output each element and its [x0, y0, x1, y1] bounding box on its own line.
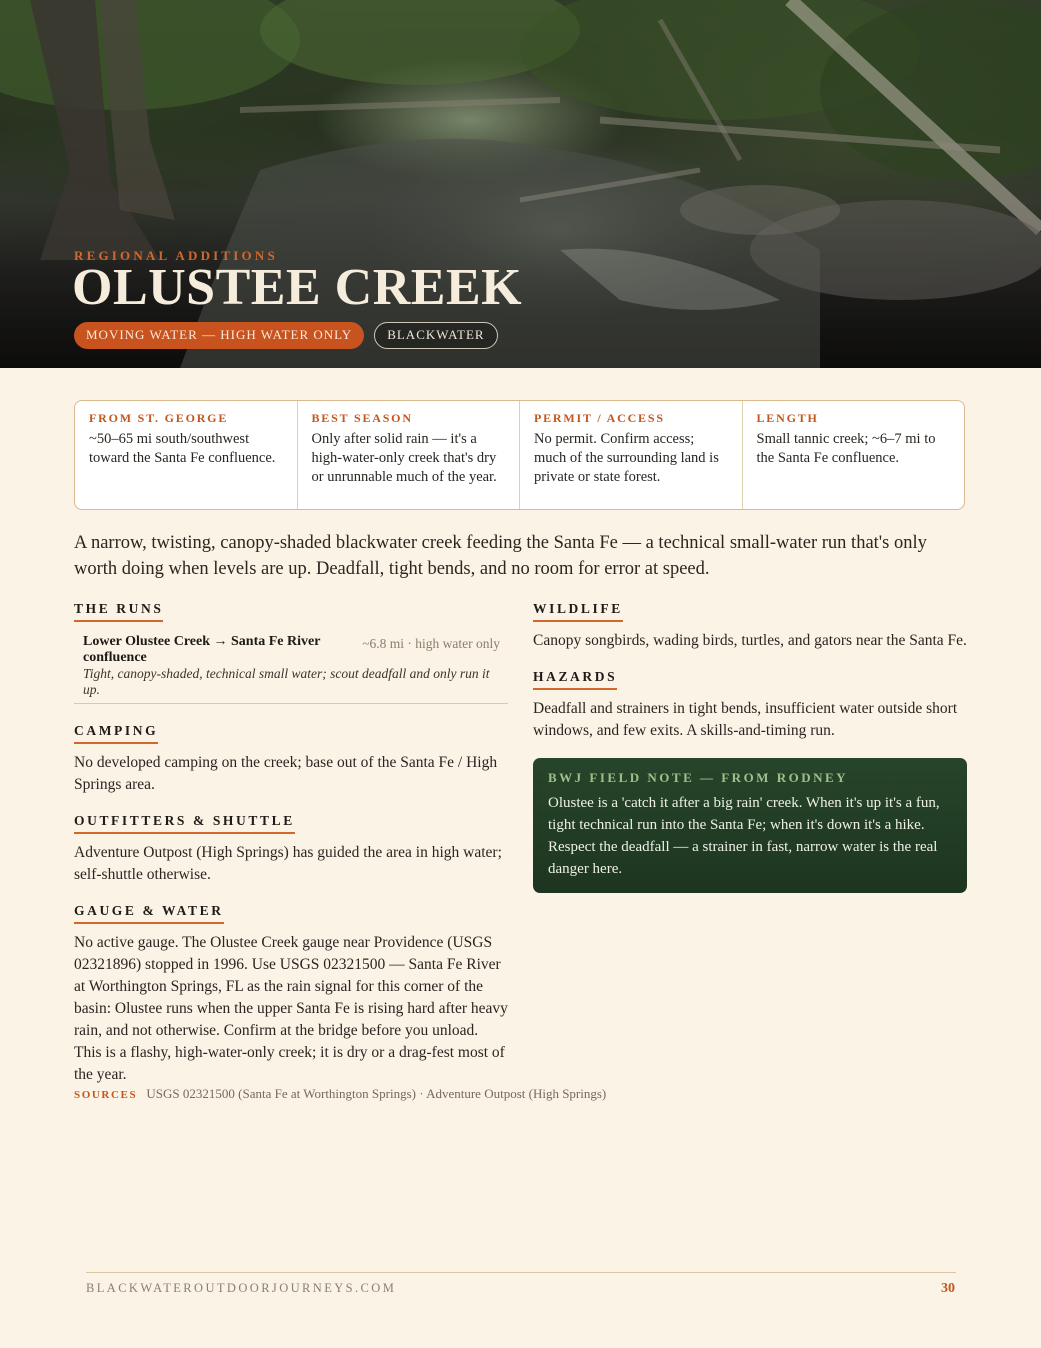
blackwater-badge: BLACKWATER	[374, 322, 497, 349]
field-note-heading: BWJ FIELD NOTE — FROM RODNEY	[548, 770, 849, 785]
outfitters-section	[74, 812, 508, 886]
section-heading: WILDLIFE	[533, 601, 623, 622]
fact-label: LENGTH	[756, 411, 819, 425]
section-heading: THE RUNS	[74, 601, 163, 622]
fact-label: BEST SEASON	[311, 411, 413, 425]
fact-label: PERMIT / ACCESS	[534, 411, 665, 425]
sources-text: USGS 02321500 (Santa Fe at Worthington Springs) · Adventure Outpost (High Springs)	[146, 1086, 607, 1101]
run-note: Tight, canopy-shaded, technical small water; scout deadfall and only run it up.	[83, 666, 490, 697]
field-note-callout	[533, 758, 967, 893]
footer-divider	[86, 1272, 956, 1273]
water-type-badge: MOVING WATER — HIGH WATER ONLY	[74, 322, 364, 349]
footer-website: BLACKWATEROUTDOORJOURNEYS.COM	[86, 1281, 397, 1295]
fact-value: Small tannic creek; ~6–7 mi to the Santa Fe confluence.	[756, 431, 936, 466]
runs-section	[74, 600, 508, 704]
page-number: 30	[941, 1281, 955, 1296]
section-body: Canopy songbirds, wading birds, turtles, and gators near the Santa Fe.	[533, 632, 967, 649]
hero-eyebrow: REGIONAL ADDITIONS	[74, 248, 278, 263]
right-column	[533, 600, 967, 893]
sources-line	[74, 1086, 606, 1102]
wildlife-section	[533, 600, 967, 652]
fact-length	[743, 401, 965, 509]
section-body: No active gauge. The Olustee Creek gauge near Providence (USGS 02321896) stopped in 1996. Use USGS 02321500 — Santa Fe River at Worthington Springs, FL as the rain signal for this corner of the basin: Olustee runs when the upper Santa Fe is rising hard after heavy rain, and not otherwise. Confirm at the bridge before you unload. This is a flashy, high-water-only creek; it is dry or a drag-fest most of the year.	[74, 934, 508, 1083]
fact-value: ~50–65 mi south/southwest toward the Santa Fe confluence.	[89, 431, 276, 466]
run-name: Lower Olustee Creek → Santa Fe River confluence	[83, 634, 321, 665]
fact-permit	[520, 401, 743, 509]
gauge-section	[74, 902, 508, 1086]
quick-facts-box	[74, 400, 965, 510]
section-heading: CAMPING	[74, 723, 158, 744]
run-meta: ~6.8 mi · high water only	[362, 636, 500, 651]
lead-paragraph: A narrow, twisting, canopy-shaded blackwater creek feeding the Santa Fe — a technical small-water run that's only worth doing when levels are up. Deadfall, tight bends, and no room for error at speed.	[74, 533, 927, 579]
sources-label: SOURCES	[74, 1089, 138, 1101]
page-title: OLUSTEE CREEK	[72, 259, 523, 316]
camping-section	[74, 722, 508, 796]
fact-value: No permit. Confirm access; much of the surrounding land is private or state forest.	[534, 431, 719, 485]
fact-season	[298, 401, 521, 509]
hero-banner	[0, 0, 1041, 368]
section-heading: GAUGE & WATER	[74, 903, 224, 924]
fact-label: FROM ST. GEORGE	[89, 411, 229, 425]
section-body: Deadfall and strainers in tight bends, insufficient water outside short windows, and few exits. A skills-and-timing run.	[533, 700, 958, 739]
section-body: No developed camping on the creek; base out of the Santa Fe / High Springs area.	[74, 754, 498, 793]
run-item	[74, 630, 508, 704]
section-heading: OUTFITTERS & SHUTTLE	[74, 813, 295, 834]
fact-value: Only after solid rain — it's a high-water-only creek that's dry or unrunnable much of the year.	[311, 431, 497, 485]
section-body: Adventure Outpost (High Springs) has guided the area in high water; self-shuttle otherwise.	[74, 844, 502, 883]
hazards-section	[533, 668, 967, 742]
left-column	[74, 600, 508, 1102]
fact-distance	[75, 401, 298, 509]
hero-tags	[74, 322, 498, 349]
section-heading: HAZARDS	[533, 669, 617, 690]
field-note-body: Olustee is a 'catch it after a big rain' creek. When it's up it's a fun, tight technical run into the Santa Fe; when it's down it's a hike. Respect the deadfall — a strainer in fast, narrow water is the real danger here.	[548, 795, 940, 877]
